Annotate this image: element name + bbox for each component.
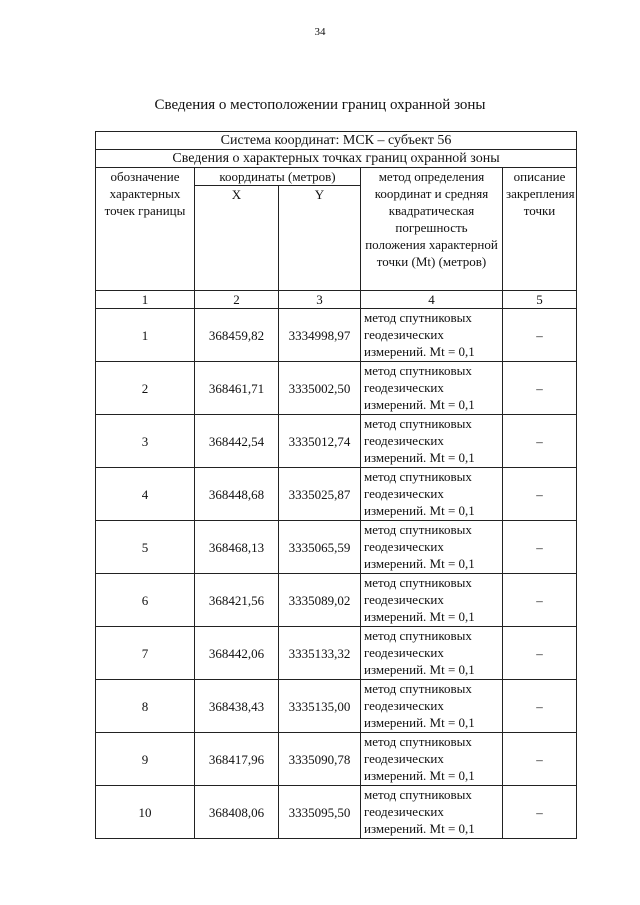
point-id-cell: 2 bbox=[96, 362, 195, 415]
x-coordinate-cell: 368448,68 bbox=[195, 468, 279, 521]
y-coordinate-cell: 3335135,00 bbox=[279, 680, 361, 733]
coordinate-system-row bbox=[96, 132, 577, 150]
description-cell: – bbox=[503, 521, 577, 574]
method-cell: метод спутниковых геодезических измерений. Mt = 0,1 bbox=[361, 574, 503, 627]
method-cell: метод спутниковых геодезических измерений. Mt = 0,1 bbox=[361, 733, 503, 786]
column-number: 1 bbox=[96, 291, 195, 309]
x-coordinate-cell: 368442,06 bbox=[195, 627, 279, 680]
header-coordinates: координаты (метров) bbox=[195, 168, 361, 186]
y-coordinate-cell: 3335065,59 bbox=[279, 521, 361, 574]
y-coordinate-cell: 3335089,02 bbox=[279, 574, 361, 627]
coordinate-system-caption: Система координат: МСК – субъект 56 bbox=[96, 132, 577, 150]
description-cell: – bbox=[503, 468, 577, 521]
x-coordinate-cell: 368468,13 bbox=[195, 521, 279, 574]
header-description: описание закрепления точки bbox=[503, 168, 577, 291]
point-id-cell: 6 bbox=[96, 574, 195, 627]
description-cell: – bbox=[503, 362, 577, 415]
x-coordinate-cell: 368459,82 bbox=[195, 309, 279, 362]
table-row bbox=[96, 415, 577, 468]
point-id-cell: 7 bbox=[96, 627, 195, 680]
column-number: 3 bbox=[279, 291, 361, 309]
header-x: X bbox=[195, 186, 279, 291]
description-cell: – bbox=[503, 415, 577, 468]
point-id-cell: 9 bbox=[96, 733, 195, 786]
method-cell: метод спутниковых геодезических измерений. Mt = 0,1 bbox=[361, 680, 503, 733]
point-id-cell: 1 bbox=[96, 309, 195, 362]
table-row bbox=[96, 574, 577, 627]
header-designation: обозначение характерных точек границы bbox=[96, 168, 195, 291]
table-row bbox=[96, 680, 577, 733]
page-number: 34 bbox=[314, 26, 326, 38]
header-row bbox=[96, 168, 577, 186]
x-coordinate-cell: 368421,56 bbox=[195, 574, 279, 627]
description-cell: – bbox=[503, 627, 577, 680]
point-id-cell: 4 bbox=[96, 468, 195, 521]
x-coordinate-cell: 368408,06 bbox=[195, 786, 279, 839]
method-cell: метод спутниковых геодезических измерений. Mt = 0,1 bbox=[361, 627, 503, 680]
method-cell: метод спутниковых геодезических измерений. Mt = 0,1 bbox=[361, 786, 503, 839]
boundary-points-table bbox=[95, 131, 577, 839]
table-row bbox=[96, 786, 577, 839]
method-cell: метод спутниковых геодезических измерений. Mt = 0,1 bbox=[361, 309, 503, 362]
point-id-cell: 8 bbox=[96, 680, 195, 733]
points-caption: Сведения о характерных точках границ охранной зоны bbox=[96, 150, 577, 168]
column-number: 2 bbox=[195, 291, 279, 309]
point-id-cell: 3 bbox=[96, 415, 195, 468]
y-coordinate-cell: 3335095,50 bbox=[279, 786, 361, 839]
y-coordinate-cell: 3335025,87 bbox=[279, 468, 361, 521]
y-coordinate-cell: 3334998,97 bbox=[279, 309, 361, 362]
y-coordinate-cell: 3335012,74 bbox=[279, 415, 361, 468]
table-row bbox=[96, 521, 577, 574]
method-cell: метод спутниковых геодезических измерений. Mt = 0,1 bbox=[361, 362, 503, 415]
table-row bbox=[96, 468, 577, 521]
table-row bbox=[96, 362, 577, 415]
y-coordinate-cell: 3335133,32 bbox=[279, 627, 361, 680]
document-title: Сведения о местоположении границ охранной зоны bbox=[154, 97, 486, 113]
column-number: 5 bbox=[503, 291, 577, 309]
column-number: 4 bbox=[361, 291, 503, 309]
column-numbers-row bbox=[96, 291, 577, 309]
point-id-cell: 5 bbox=[96, 521, 195, 574]
table-row bbox=[96, 627, 577, 680]
table-row bbox=[96, 309, 577, 362]
x-coordinate-cell: 368438,43 bbox=[195, 680, 279, 733]
method-cell: метод спутниковых геодезических измерений. Mt = 0,1 bbox=[361, 468, 503, 521]
description-cell: – bbox=[503, 309, 577, 362]
point-id-cell: 10 bbox=[96, 786, 195, 839]
method-cell: метод спутниковых геодезических измерений. Mt = 0,1 bbox=[361, 521, 503, 574]
header-method: метод определения координат и средняя квадратическая погрешность положения характерной точки (Mt) (метров) bbox=[361, 168, 503, 291]
description-cell: – bbox=[503, 786, 577, 839]
header-y: Y bbox=[279, 186, 361, 291]
y-coordinate-cell: 3335002,50 bbox=[279, 362, 361, 415]
points-caption-row bbox=[96, 150, 577, 168]
x-coordinate-cell: 368442,54 bbox=[195, 415, 279, 468]
x-coordinate-cell: 368461,71 bbox=[195, 362, 279, 415]
x-coordinate-cell: 368417,96 bbox=[195, 733, 279, 786]
method-cell: метод спутниковых геодезических измерений. Mt = 0,1 bbox=[361, 415, 503, 468]
description-cell: – bbox=[503, 733, 577, 786]
table-row bbox=[96, 733, 577, 786]
description-cell: – bbox=[503, 574, 577, 627]
y-coordinate-cell: 3335090,78 bbox=[279, 733, 361, 786]
description-cell: – bbox=[503, 680, 577, 733]
